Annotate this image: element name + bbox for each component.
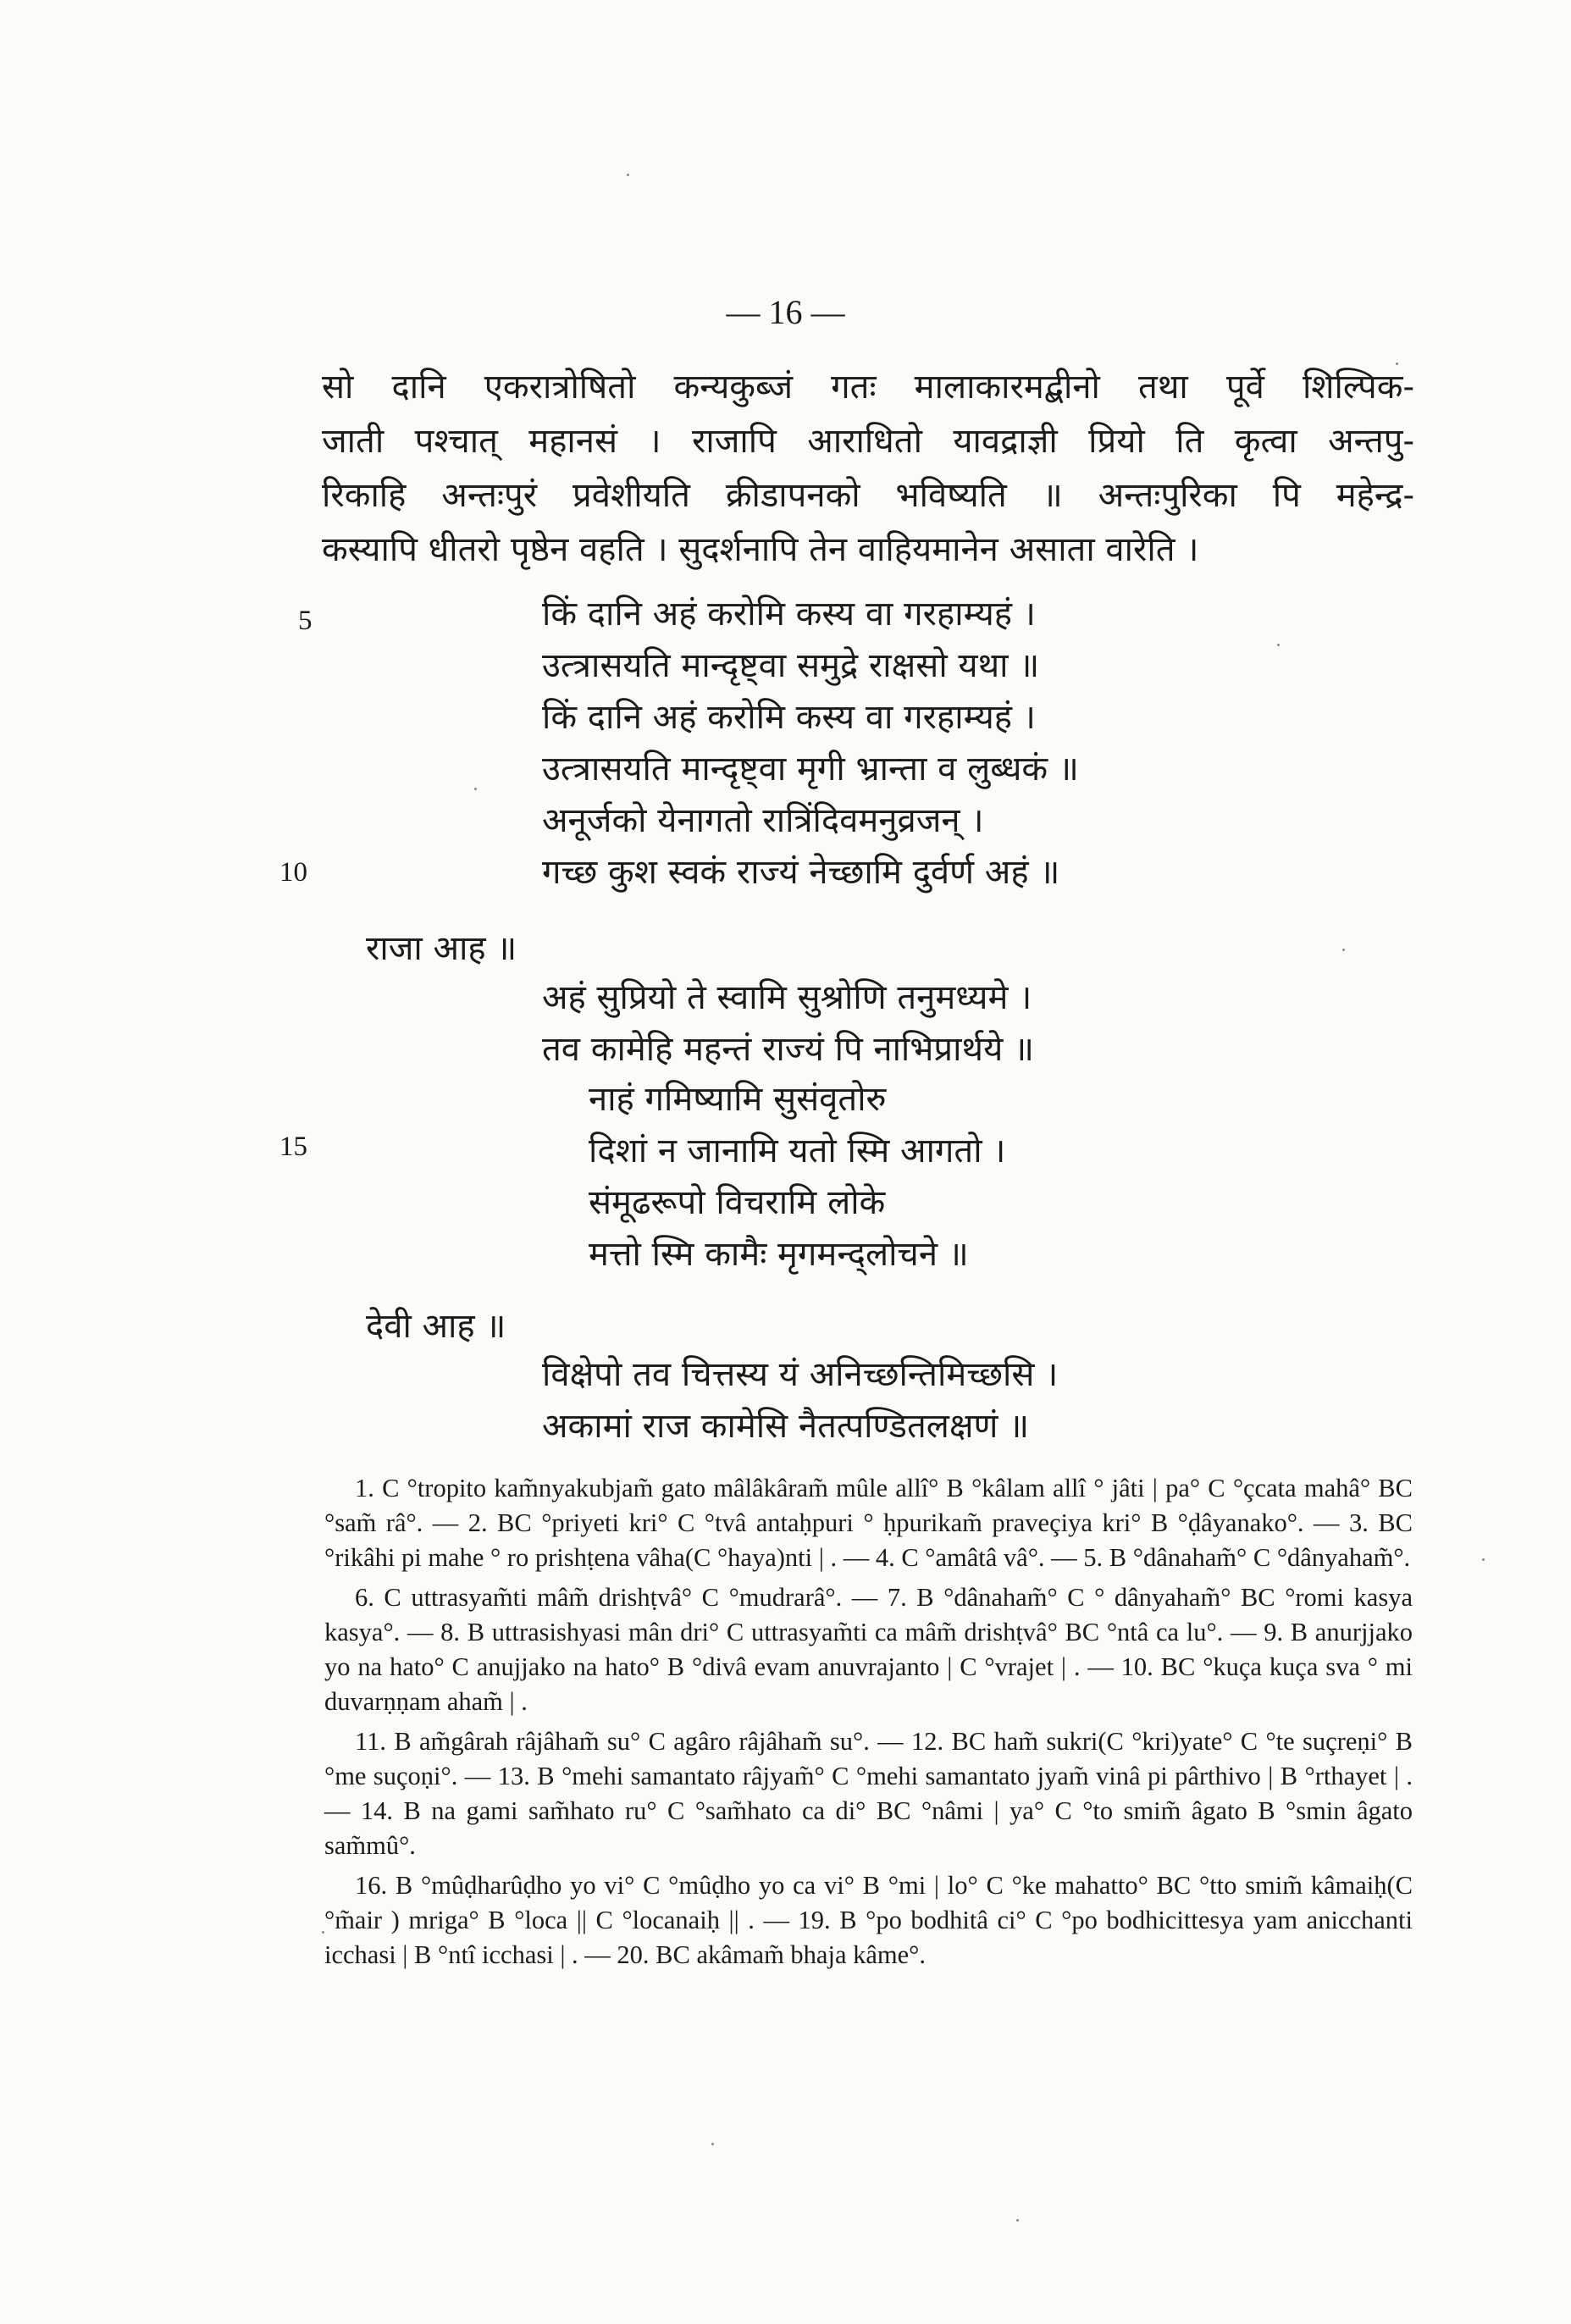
speaker-raja: राजा आह ॥ bbox=[366, 929, 517, 968]
verse-line: अकामां राज कामेसि नैतत्पण्डितलक्षणं ॥ bbox=[542, 1407, 1030, 1446]
footnote-paragraph: 11. B am̃gârah râjâham̃ su° C agâro râjâham̃ su°. — 12. BC ham̃ sukri(C °kri)yate° C °te suçreṇi° B °me suçoṇi°. — 13. B °mehi samantato râjyam̃° C °mehi samantato jyam̃ vinâ pi pârthivo | B °rthayet | . — 14. B na gami sam̃hato ru° C °sam̃hato ca di° BC °nâmi | ya° C °to smim̃ âgato B °smin âgato sam̃mû°. bbox=[324, 1727, 1413, 1860]
line-number-5: 5 bbox=[298, 606, 313, 636]
prose-line: रिकाहि अन्तःपुरं प्रवेशीयति क्रीडापनको भविष्यति ॥ अन्तःपुरिका पि महेन्द्र- bbox=[322, 476, 1414, 515]
scan-speck bbox=[1277, 644, 1280, 646]
footnote-paragraph: 1. C °tropito kam̃nyakubjam̃ gato mâlâkâram̃ mûle allî° B °kâlam allî ° jâti | pa° C °çcata mahâ° BC °sam̃ râ°. — 2. BC °priyeti kri° C °tvâ antaḥpuri ° ḥpurikam̃ praveçiya kri° B °ḍâyanako°. — 3. BC °rikâhi pi mahe ° ro prishṭena vâha(C °haya)nti | . — 4. C °amâtâ vâ°. — 5. B °dânaham̃° C °dânyaham̃°. bbox=[324, 1474, 1413, 1572]
scan-speck bbox=[1482, 1558, 1485, 1561]
line-number-15: 15 bbox=[279, 1132, 307, 1162]
scan-speck bbox=[627, 174, 629, 176]
footnotes bbox=[324, 1471, 1413, 1978]
scan-speck bbox=[322, 1931, 324, 1934]
verse-line: उत्त्रासयति मान्दृष्ट्वा मृगी भ्रान्ता व लुब्धकं ॥ bbox=[542, 750, 1079, 788]
verse-line: अहं सुप्रियो ते स्वामि सुश्रोणि तनुमध्यमे । bbox=[542, 978, 1032, 1017]
verse-line: मत्तो स्मि कामैः मृगमन्द्लोचने ॥ bbox=[589, 1235, 969, 1274]
footnote-paragraph: 6. C uttrasyam̃ti mâm̃ drishṭvâ° C °mudrarâ°. — 7. B °dânaham̃° C ° dânyaham̃° BC °romi kasya kasya°. — 8. B uttrasishyasi mân dri° C uttrasyam̃ti ca mâm̃ drishṭvâ° BC °ntâ ca lu°. — 9. B anurjjako yo na hato° C anujjako na hato° B °divâ evam anuvrajanto | C °vrajet | . — 10. BC °kuça kuça sva ° mi duvarṇṇam aham̃ | . bbox=[324, 1583, 1413, 1716]
prose-paragraph bbox=[322, 360, 1414, 577]
footnote-paragraph: 16. B °mûḍharûḍho yo vi° C °mûḍho yo ca vi° B °mi | lo° C °ke mahatto° BC °tto smim̃ kâmaiḥ(C °m̃air ) mriga° B °loca || C °locanaiḥ || . — 19. B °po bodhitâ ci° C °po bodhicittesya yam anicchanti icchasi | B °ntî icchasi | . — 20. BC akâmam̃ bhaja kâme°. bbox=[324, 1871, 1413, 1969]
scan-speck bbox=[1396, 362, 1398, 365]
verse-line: अनूर्जको येनागतो रात्रिंदिवमनुव्रजन् । bbox=[542, 801, 984, 840]
verse-line: संमूढरूपो विचरामि लोके bbox=[589, 1183, 886, 1222]
verse-line: गच्छ कुश स्वकं राज्यं नेच्छामि दुर्वर्ण अहं ॥ bbox=[542, 853, 1060, 892]
prose-line: कस्यापि धीतरो पृष्ठेन वहति । सुदर्शनापि तेन वाहियमानेन असाता वारेति । bbox=[322, 530, 1199, 569]
verse-line: नाहं गमिष्यामि सुसंवृतोरु bbox=[589, 1080, 887, 1119]
page-number: — 16 — bbox=[726, 293, 845, 331]
verse-line: दिशां न जानामि यतो स्मि आगतो । bbox=[589, 1132, 1006, 1170]
verse-line: विक्षेपो तव चित्तस्य यं अनिच्छन्तिमिच्छसि । bbox=[542, 1355, 1059, 1394]
scan-speck bbox=[1342, 949, 1345, 951]
verse-line: किं दानि अहं करोमि कस्य वा गरहाम्यहं । bbox=[542, 698, 1036, 737]
line-number-10: 10 bbox=[279, 857, 307, 888]
speaker-devi: देवी आह ॥ bbox=[366, 1307, 506, 1346]
scan-speck bbox=[474, 788, 477, 790]
verse-line: किं दानि अहं करोमि कस्य वा गरहाम्यहं । bbox=[542, 595, 1036, 634]
scan-speck bbox=[1016, 2219, 1019, 2222]
verse-line: तव कामेहि महन्तं राज्यं पि नाभिप्रार्थये ॥ bbox=[542, 1030, 1034, 1069]
prose-line: सो दानि एकरात्रोषितो कन्यकुब्जं गतः मालाकारमद्बीनो तथा पूर्वे शिल्पिक- bbox=[322, 368, 1414, 407]
prose-line: जाती पश्चात् महानसं । राजापि आराधितो यावद्राज्ञी प्रियो ति कृत्वा अन्तपु- bbox=[322, 422, 1414, 461]
scan-speck bbox=[711, 2143, 714, 2145]
verse-line: उत्त्रासयति मान्दृष्ट्वा समुद्रे राक्षसो यथा ॥ bbox=[542, 646, 1040, 685]
